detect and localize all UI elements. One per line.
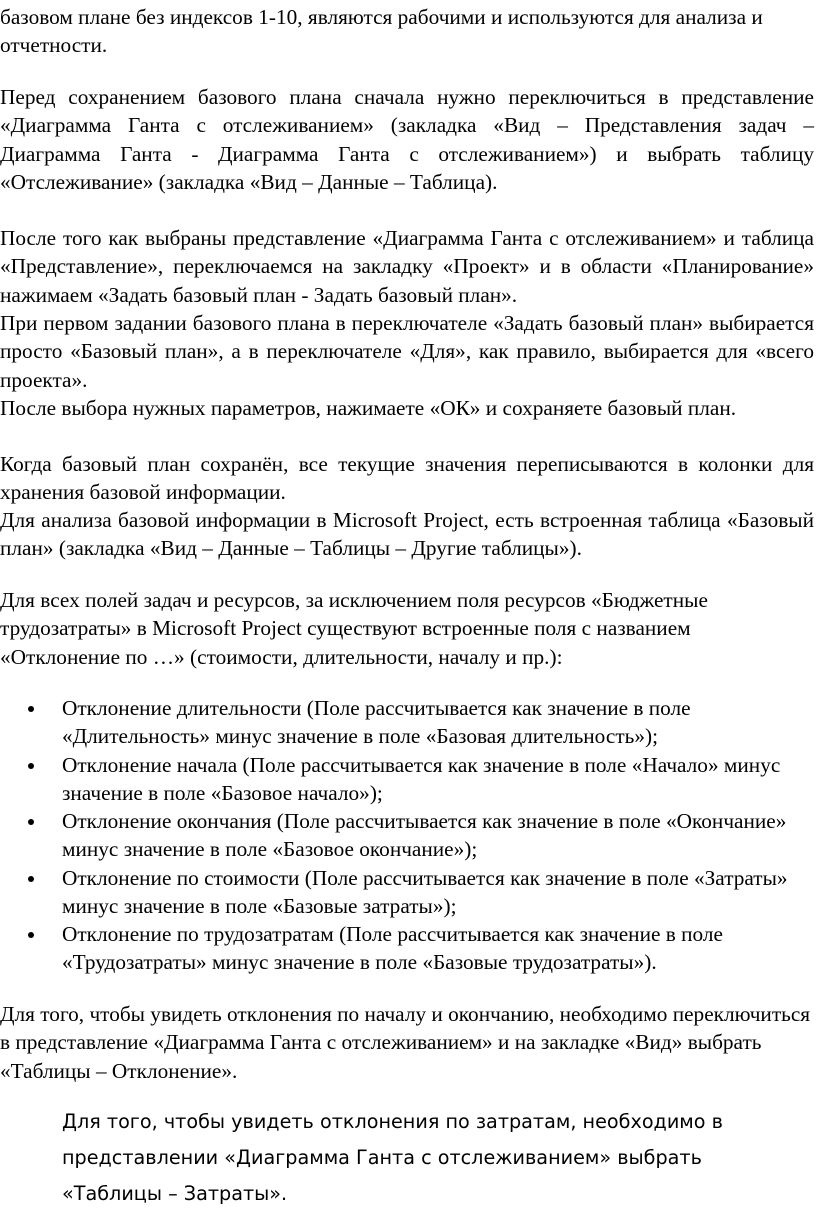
list-item-text: Отклонение начала (Поле рассчитывается как значение в поле «Начало» минус значение в поле «Базовое начало»); bbox=[62, 753, 781, 806]
list-item-text: Отклонение окончания (Поле рассчитывается как значение в поле «Окончание» минус значение в поле «Базовое окончание»); bbox=[62, 809, 787, 862]
paragraph-when-saved: Когда базовый план сохранён, все текущие значения переписываются в колонки для хранения базовой информации. bbox=[0, 452, 814, 505]
paragraph-deviation-costs: Для того, чтобы увидеть отклонения по затратам, необходимо в представлении «Диаграмма Ганта с отслеживанием» выбрать «Таблицы – Затраты». bbox=[62, 1110, 723, 1205]
paragraph-first-set: При первом задании базового плана в переключателе «Задать базовый план» выбирается просто «Базовый план», а в переключателе «Для», как правило, выбирается для «всего проекта». bbox=[0, 311, 814, 392]
list-item-text: Отклонение по трудозатратам (Поле рассчитывается как значение в поле «Трудозатраты» минус значение в поле «Базовые трудозатраты»). bbox=[62, 922, 723, 975]
paragraph-after-params: После выбора нужных параметров, нажимаете «ОК» и сохраняете базовый план. bbox=[0, 396, 737, 420]
paragraph-analysis: Для анализа базовой информации в Microsoft Project, есть встроенная таблица «Базовый план» (закладка «Вид – Данные – Таблицы – Другие таблицы»). bbox=[0, 508, 814, 561]
paragraph-after-select: После того как выбраны представление «Диаграмма Ганта с отслеживанием» и таблица «Представление», переключаемся на закладку «Проект» и в области «Планирование» нажимаем «Задать базовый план - Задать базовый план». bbox=[0, 226, 814, 307]
paragraph-fields: Для всех полей задач и ресурсов, за исключением поля ресурсов «Бюджетные трудозатраты» в Microsoft Project существуют встроенные поля с названием «Отклонение по …» (стоимости, длительности, началу и пр.): bbox=[0, 588, 708, 669]
paragraph-before-save: Перед сохранением базового плана сначала нужно переключиться в представление «Диаграмма Ганта с отслеживанием» (закладка «Вид – Представления задач – Диаграмма Ганта - Диаграмма Ганта с отслеживанием») и выбрать таблицу «Отслеживание» (закладка «Вид – Данные – Таблица). bbox=[0, 85, 814, 194]
bullet-icon bbox=[28, 706, 34, 712]
list-item-text: Отклонение по стоимости (Поле рассчитывается как значение в поле «Затраты» минус значение в поле «Базовые затраты»); bbox=[62, 866, 788, 919]
bullet-icon bbox=[28, 876, 34, 882]
bullet-icon bbox=[28, 819, 34, 825]
list-item-text: Отклонение длительности (Поле рассчитывается как значение в поле «Длительность» минус значение в поле «Базовая длительность»); bbox=[62, 696, 691, 749]
paragraph-intro: базовом плане без индексов 1-10, являются рабочими и используются для анализа и отчетности. bbox=[0, 5, 763, 58]
paragraph-deviation-dates: Для того, чтобы увидеть отклонения по началу и окончанию, необходимо переключиться в представление «Диаграмма Ганта с отслеживанием» и на закладке «Вид» выбрать «Таблицы – Отклонение». bbox=[0, 1002, 811, 1083]
bullet-icon bbox=[28, 932, 34, 938]
bullet-icon bbox=[28, 763, 34, 769]
